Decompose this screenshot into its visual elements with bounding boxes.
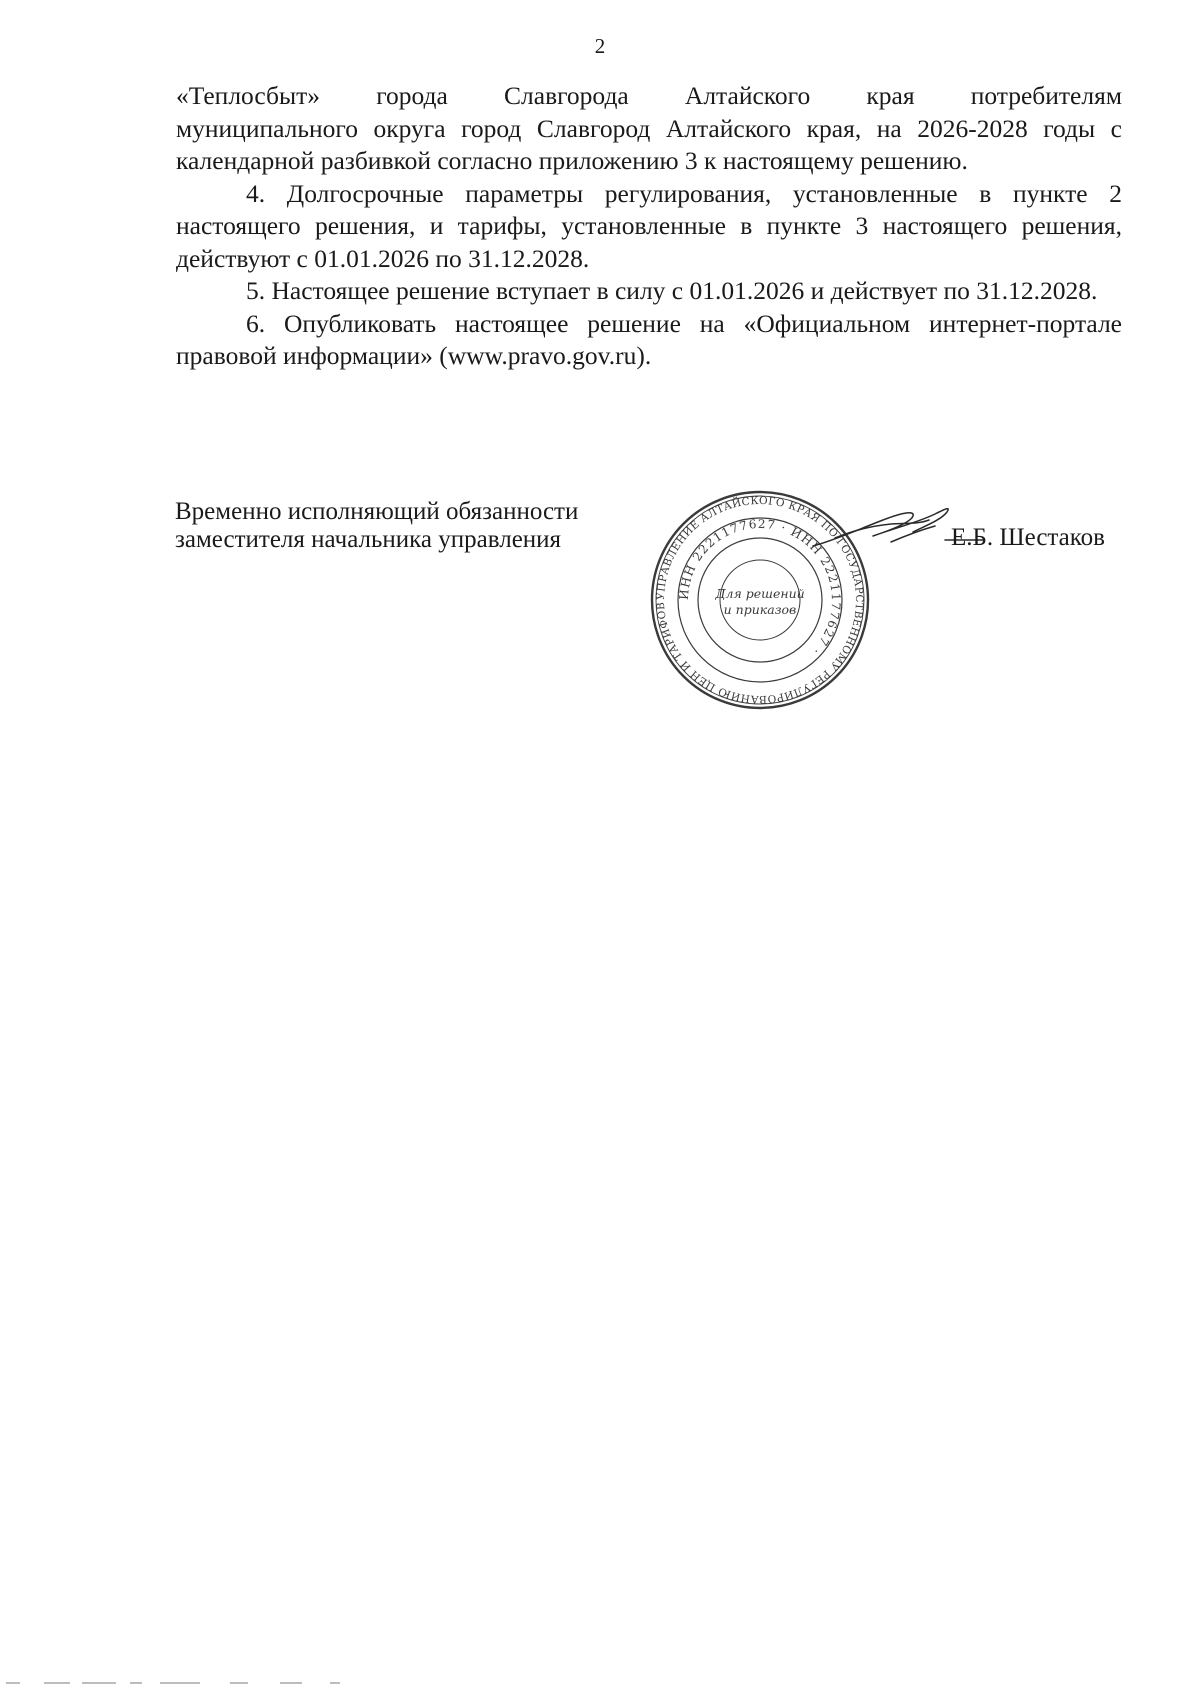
seal-outer-text: УПРАВЛЕНИЕ АЛТАЙСКОГО КРАЯ ПО ГОСУДАРСТВЕННОМУ РЕГУЛИРОВАНИЮ ЦЕН И ТАРИФОВ (654, 494, 866, 706)
scan-artifact (0, 1680, 420, 1686)
word: потребителям (970, 81, 1122, 110)
paragraph-6: 6. Опубликовать настоящее решение на «Официальном интернет-портале правовой информации» (www.pravo.gov.ru). (176, 308, 1122, 370)
word: Алтайского (684, 81, 811, 110)
word: Славгорода (504, 81, 629, 110)
page-number: 2 (594, 34, 606, 58)
word: края (866, 81, 915, 110)
position-line-1: Временно исполняющий обязанности (175, 498, 579, 525)
seal-inner-text: ИНН 2221177627 · ИНН 2221177627 · (676, 516, 844, 659)
seal-center-line-1: Для решений (715, 586, 805, 601)
paragraph-5: 5. Настоящее решение вступает в силу с 01.01.2026 и действует по 31.12.2028. (246, 276, 1098, 305)
document-body (176, 80, 1122, 373)
word: города (376, 81, 448, 110)
paragraph-4: 4. Долгосрочные параметры регулирования, установленные в пункте 2 настоящего решения, и тарифы, установленные в пункте 3 настоящего решения, действуют с 01.01.2026 по 31.12.2028. (176, 178, 1122, 273)
paragraph-3-continuation: муниципального округа город Славгород Алтайского края, на 2026-2028 годы с календарной разбивкой согласно приложению 3 к настоящему решению. (176, 113, 1122, 175)
paragraph-3-first-line (176, 80, 1122, 113)
signatory-position (175, 498, 578, 554)
position-line-2: заместителя начальника управления (175, 526, 562, 553)
word: «Теплосбыт» (176, 81, 321, 110)
seal-center-line-2: и приказов (723, 602, 797, 617)
signer-name: Е.Б. Шестаков (951, 524, 1105, 551)
